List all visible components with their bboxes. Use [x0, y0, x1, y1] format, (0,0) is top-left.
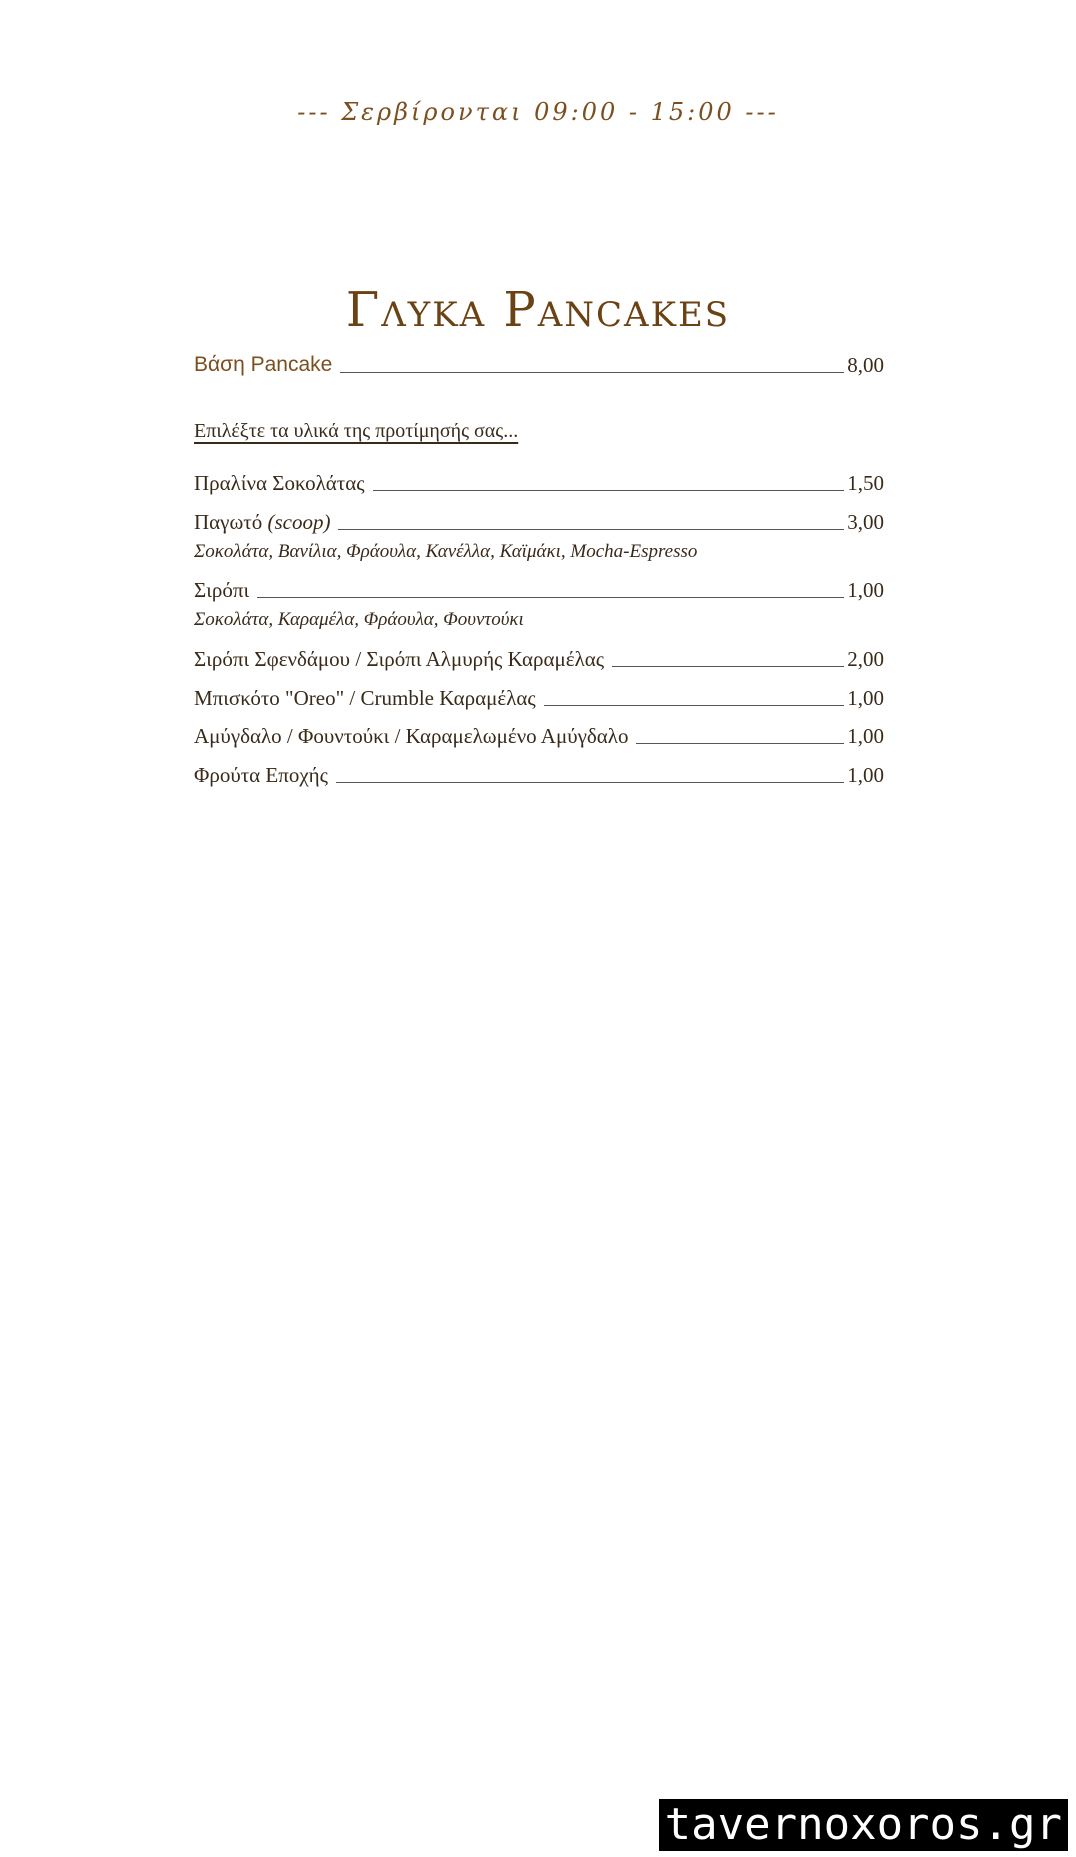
item-name: Σιρόπι	[194, 578, 250, 602]
menu-item	[194, 762, 884, 788]
item-note: Σοκολάτα, Καραμέλα, Φράουλα, Φουντούκι	[194, 609, 524, 630]
menu-item	[194, 577, 884, 603]
item-name-suffix: (scoop)	[267, 510, 331, 534]
item-name: Παγωτό (scoop)	[194, 510, 331, 534]
menu-item	[194, 646, 884, 672]
item-price: 2,00	[847, 647, 884, 671]
item-note: Σοκολάτα, Βανίλια, Φράουλα, Κανέλλα, Καϊμάκι, Mocha-Espresso	[194, 541, 698, 562]
item-name: Μπισκότο "Oreo" / Crumble Καραμέλας	[194, 686, 536, 710]
dotted-leader	[373, 489, 845, 491]
item-name: Αμύγδαλο / Φουντούκι / Καραμελωμένο Αμύγδαλο	[194, 724, 629, 748]
menu-item	[194, 470, 884, 496]
dotted-leader	[612, 665, 844, 667]
item-price: 1,00	[847, 724, 884, 748]
site-watermark: tavernoxoros.gr	[659, 1799, 1068, 1851]
dotted-leader	[338, 528, 844, 530]
ingredients-intro: Επιλέξτε τα υλικά της προτίμησής σας...	[194, 420, 519, 442]
dotted-leader	[340, 371, 844, 373]
item-price: 1,00	[847, 763, 884, 787]
menu-item	[194, 509, 884, 535]
dotted-leader	[636, 742, 844, 744]
item-price: 1,00	[847, 578, 884, 602]
item-price: 8,00	[847, 353, 884, 377]
menu-item	[194, 685, 884, 711]
item-price: 3,00	[847, 510, 884, 534]
item-name: Σιρόπι Σφενδάμου / Σιρόπι Αλμυρής Καραμέλας	[194, 647, 605, 671]
item-name: Πραλίνα Σοκολάτας	[194, 471, 365, 495]
serving-hours: --- Σερβίρονται 09:00 - 15:00 ---	[297, 98, 779, 126]
menu-title: Γλυκα Pancakes	[345, 282, 731, 338]
menu-item-base	[194, 352, 884, 378]
dotted-leader	[544, 704, 845, 706]
item-price: 1,00	[847, 686, 884, 710]
item-name: Φρούτα Εποχής	[194, 763, 328, 787]
dotted-leader	[257, 596, 844, 598]
item-name: Βάση Pancake	[194, 353, 333, 376]
dotted-leader	[336, 781, 844, 783]
item-price: 1,50	[847, 471, 884, 495]
menu-item	[194, 723, 884, 749]
